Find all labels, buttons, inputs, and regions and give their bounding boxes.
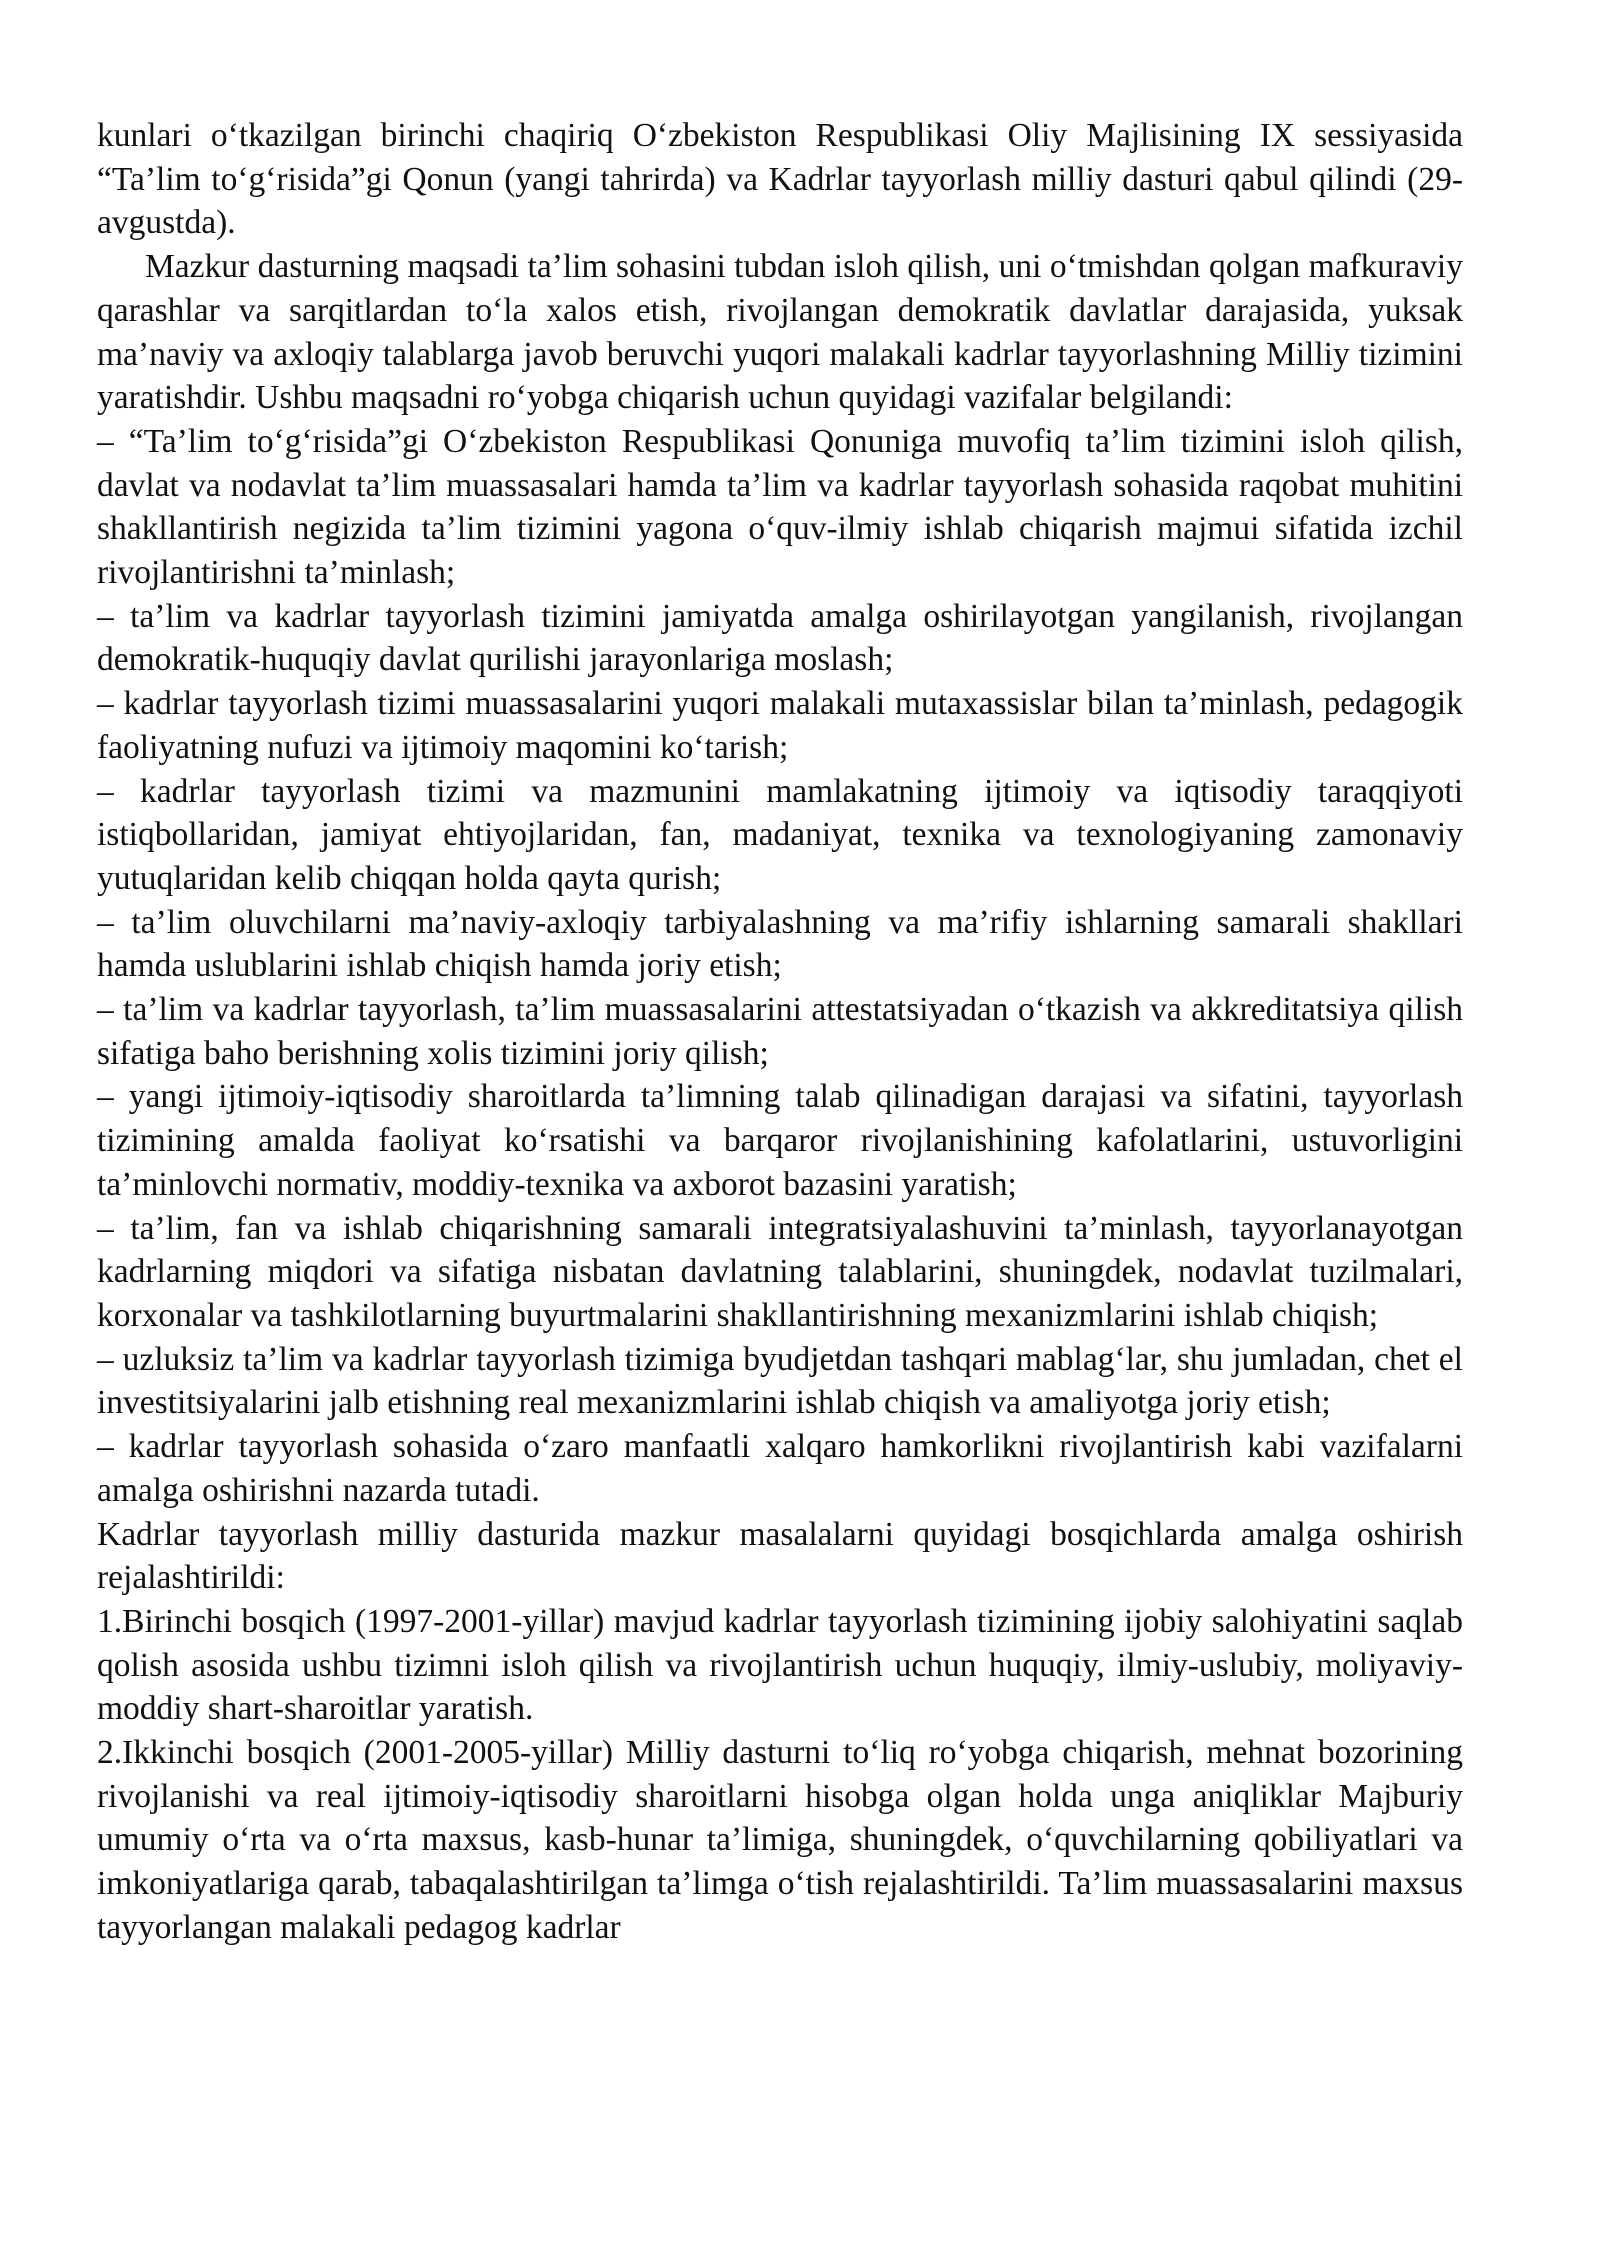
list-item-task: – ta’lim oluvchilarni ma’naviy-axloqiy tarbiyalashning va ma’rifiy ishlarning samarali shakllari hamda uslublarini ishlab chiqish hamda joriy etish; bbox=[97, 903, 1463, 985]
list-item-task: – ta’lim, fan va ishlab chiqarishning samarali integratsiyalashuvini ta’minlash, tayyorlanayotgan kadrlarning miqdori va sifatiga nisbatan davlatning talablarini, shuningdek, nodavlat tuzilmalari, korxonalar va tashkilotlarning buyurtmalarini shakllantirishning mexanizmlarini ishlab chiqish; bbox=[97, 1209, 1463, 1334]
paragraph-continuation: kunlari o‘tkazilgan birinchi chaqiriq O‘zbekiston Respublikasi Oliy Majlisining IX sessiyasida “Ta’lim to‘g‘risida”gi Qonun (yangi tahrirda) va Kadrlar tayyorlash milliy dasturi qabul qilindi (29-avgustda). bbox=[97, 117, 1463, 242]
paragraph-stage-2: 2.Ikkinchi bosqich (2001-2005-yillar) Milliy dasturni to‘liq ro‘yobga chiqarish, mehnat bozorining rivojlanishi va real ijtimoiy-iqtisodiy sharoitlarni hisobga olgan holda unga aniqliklar Majburiy umumiy o‘rta va o‘rta maxsus, kasb-hunar ta’limiga, shuningdek, o‘quvchilarning qobiliyatlari va imkoniyatlariga qarab, tabaqalashtirilgan ta’limga o‘tish rejalashtirildi. Ta’lim muassasalarini maxsus tayyorlangan malakali pedagog kadrlar bbox=[97, 1734, 1463, 1946]
list-item-task: – kadrlar tayyorlash tizimi muassasalarini yuqori malakali mutaxassislar bilan ta’minlash, pedagogik faoliyatning nufuzi va ijtimoiy maqomini ko‘tarish; bbox=[97, 685, 1463, 766]
list-item-task: – kadrlar tayyorlash sohasida o‘zaro manfaatli xalqaro hamkorlikni rivojlantirish kabi vazifalarni amalga oshirishni nazarda tutadi. bbox=[97, 1428, 1463, 1509]
paragraph-program-goal: Mazkur dasturning maqsadi ta’lim sohasini tubdan isloh qilish, uni o‘tmishdan qolgan mafkuraviy qarashlar va sarqitlardan to‘la xalos etish, rivojlangan demokratik davlatlar darajasida, yuksak ma’naviy va axloqiy talablarga javob beruvchi yuqori malakali kadrlar tayyorlashning Milliy tizimini yaratishdir. Ushbu maqsadni ro‘yobga chiqarish uchun quyidagi vazifalar belgilandi: bbox=[97, 248, 1463, 417]
paragraph-stages-intro: Kadrlar tayyorlash milliy dasturida mazkur masalalarni quyidagi bosqichlarda amalga oshirish rejalashtirildi: bbox=[97, 1515, 1463, 1597]
list-item-task: – ta’lim va kadrlar tayyorlash, ta’lim muassasalarini attestatsiyadan o‘tkazish va akkreditatsiya qilish sifatiga baho berishning xolis tizimini joriy qilish; bbox=[97, 991, 1463, 1072]
list-item-task: – kadrlar tayyorlash tizimi va mazmunini mamlakatning ijtimoiy va iqtisodiy taraqqiyoti istiqbollaridan, jamiyat ehtiyojlaridan, fan, madaniyat, texnika va texnologiyaning zamonaviy yutuqlaridan kelib chiqqan holda qayta qurish; bbox=[97, 772, 1463, 897]
list-item-task: – uzluksiz ta’lim va kadrlar tayyorlash tizimiga byudjetdan tashqari mablag‘lar, shu jumladan, chet el investitsiyalarini jalb etishning real mexanizmlarini ishlab chiqish va amaliyotga joriy etish; bbox=[97, 1340, 1463, 1422]
list-item-task: – ta’lim va kadrlar tayyorlash tizimini jamiyatda amalga oshirilayotgan yangilanish, rivojlangan demokratik-huquqiy davlat qurilishi jarayonlariga moslash; bbox=[97, 597, 1463, 679]
list-item-task: – “Ta’lim to‘g‘risida”gi O‘zbekiston Respublikasi Qonuniga muvofiq ta’lim tizimini isloh qilish, davlat va nodavlat ta’lim muassasalari hamda ta’lim va kadrlar tayyorlash sohasida raqobat muhitini shakllantirish negizida ta’lim tizimini yagona o‘quv-ilmiy ishlab chiqarish majmui sifatida izchil rivojlantirishni ta’minlash; bbox=[97, 422, 1463, 592]
paragraph-stage-1: 1.Birinchi bosqich (1997-2001-yillar) mavjud kadrlar tayyorlash tizimining ijobiy salohiyatini saqlab qolish asosida ushbu tizimni isloh qilish va rivojlantirish uchun huquqiy, ilmiy-uslubiy, moliyaviy-moddiy shart-sharoitlar yaratish. bbox=[97, 1602, 1463, 1728]
list-item-task: – yangi ijtimoiy-iqtisodiy sharoitlarda ta’limning talab qilinadigan darajasi va sifatini, tayyorlash tizimining amalda faoliyat ko‘rsatishi va barqaror rivojlanishining kafolatlarini, ustuvorligini ta’minlovchi normativ, moddiy-texnika va axborot bazasini yaratish; bbox=[97, 1078, 1463, 1203]
document-page bbox=[97, 114, 1463, 1950]
